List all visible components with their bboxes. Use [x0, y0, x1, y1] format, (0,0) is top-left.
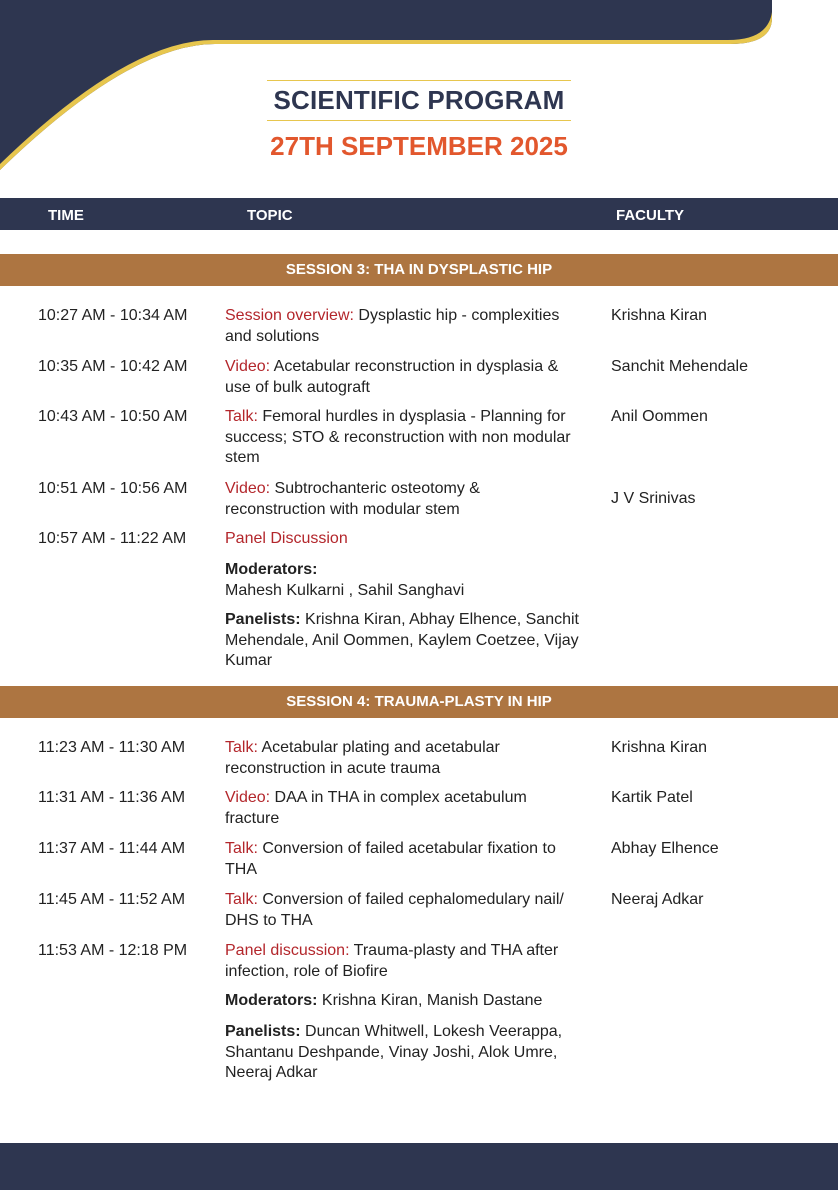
row-faculty: Neeraj Adkar	[611, 891, 704, 908]
page-header	[0, 80, 838, 162]
table-header	[0, 198, 838, 230]
panelists-label: Panelists:	[225, 611, 301, 628]
row-faculty: Abhay Elhence	[611, 840, 719, 857]
row-topic	[225, 890, 575, 931]
row-topic	[225, 529, 575, 550]
moderators-label: Moderators:	[225, 561, 318, 578]
row-topic	[225, 479, 575, 520]
row-topic-type: Video:	[225, 789, 271, 806]
moderators	[225, 991, 585, 1012]
row-topic-text: DAA in THA in complex acetabulum fracture	[225, 789, 527, 827]
moderators-names: Krishna Kiran, Manish Dastane	[317, 992, 543, 1009]
row-time: 11:31 AM - 11:36 AM	[38, 789, 186, 806]
row-time: 10:35 AM - 10:42 AM	[38, 358, 188, 375]
panelists-label: Panelists:	[225, 1023, 301, 1040]
row-faculty: Kartik Patel	[611, 789, 693, 806]
panelists	[225, 1022, 585, 1084]
row-topic	[225, 839, 575, 880]
row-faculty: Anil Oommen	[611, 408, 708, 425]
row-time: 10:57 AM - 11:22 AM	[38, 530, 187, 547]
row-time: 10:51 AM - 10:56 AM	[38, 480, 188, 497]
row-topic-type: Session overview:	[225, 307, 354, 324]
panelists-names: Duncan Whitwell, Lokesh Veerappa, Shantanu Deshpande, Vinay Joshi, Alok Umre, Neeraj Adkar	[225, 1023, 563, 1081]
row-topic	[225, 738, 575, 779]
row-faculty: Krishna Kiran	[611, 739, 708, 756]
row-time: 11:53 AM - 12:18 PM	[38, 942, 188, 959]
column-header-time: TIME	[48, 207, 84, 224]
row-topic-type: Talk:	[225, 840, 258, 857]
row-topic	[225, 357, 575, 398]
row-topic-type: Video:	[225, 358, 271, 375]
row-topic	[225, 788, 575, 829]
row-topic-text: Subtrochanteric osteotomy & reconstruction with modular stem	[225, 480, 480, 518]
column-header-faculty: FACULTY	[616, 207, 685, 224]
row-topic-text: Conversion of failed cephalomedulary nail/ DHS to THA	[225, 891, 564, 929]
row-topic-text: Conversion of failed acetabular fixation to THA	[225, 840, 556, 878]
session-4-header: SESSION 4: TRAUMA-PLASTY IN HIP	[0, 686, 838, 718]
row-topic-text: Femoral hurdles in dysplasia - Planning for success; STO & reconstruction with non modular stem	[225, 408, 571, 466]
row-topic-text: Trauma-plasty and THA after infection, role of Biofire	[225, 942, 559, 980]
event-date: 27TH SEPTEMBER 2025	[270, 131, 568, 161]
row-faculty: Sanchit Mehendale	[611, 358, 748, 375]
row-faculty: Krishna Kiran	[611, 307, 708, 324]
row-time: 11:37 AM - 11:44 AM	[38, 840, 186, 857]
footer-bar	[0, 1143, 838, 1190]
row-time: 11:45 AM - 11:52 AM	[38, 891, 186, 908]
row-topic-text: Acetabular reconstruction in dysplasia & use of bulk autograft	[225, 358, 559, 396]
session-3-header: SESSION 3: THA IN DYSPLASTIC HIP	[0, 254, 838, 286]
row-topic-text: Acetabular plating and acetabular reconstruction in acute trauma	[225, 739, 500, 777]
row-topic	[225, 941, 575, 982]
moderators	[225, 560, 585, 601]
row-topic-type: Panel Discussion	[225, 530, 348, 547]
panelists	[225, 610, 585, 672]
row-time: 10:43 AM - 10:50 AM	[38, 408, 188, 425]
page-title: SCIENTIFIC PROGRAM	[267, 80, 570, 121]
row-faculty: J V Srinivas	[611, 490, 696, 507]
row-topic	[225, 407, 575, 469]
row-topic-type: Panel discussion:	[225, 942, 350, 959]
moderators-names: Mahesh Kulkarni , Sahil Sanghavi	[225, 581, 465, 599]
row-topic-type: Talk:	[225, 891, 258, 908]
moderators-label: Moderators:	[225, 992, 318, 1009]
row-time: 11:23 AM - 11:30 AM	[38, 739, 186, 756]
row-topic	[225, 306, 575, 347]
row-topic-type: Video:	[225, 480, 271, 497]
row-topic-type: Talk:	[225, 408, 258, 425]
row-time: 10:27 AM - 10:34 AM	[38, 307, 188, 324]
row-topic-text: Dysplastic hip - complexities and solutions	[225, 307, 560, 345]
panelists-names: Krishna Kiran, Abhay Elhence, Sanchit Mehendale, Anil Oommen, Kaylem Coetzee, Vijay Kumar	[225, 611, 579, 669]
column-header-topic: TOPIC	[247, 207, 293, 224]
row-topic-type: Talk:	[225, 739, 258, 756]
